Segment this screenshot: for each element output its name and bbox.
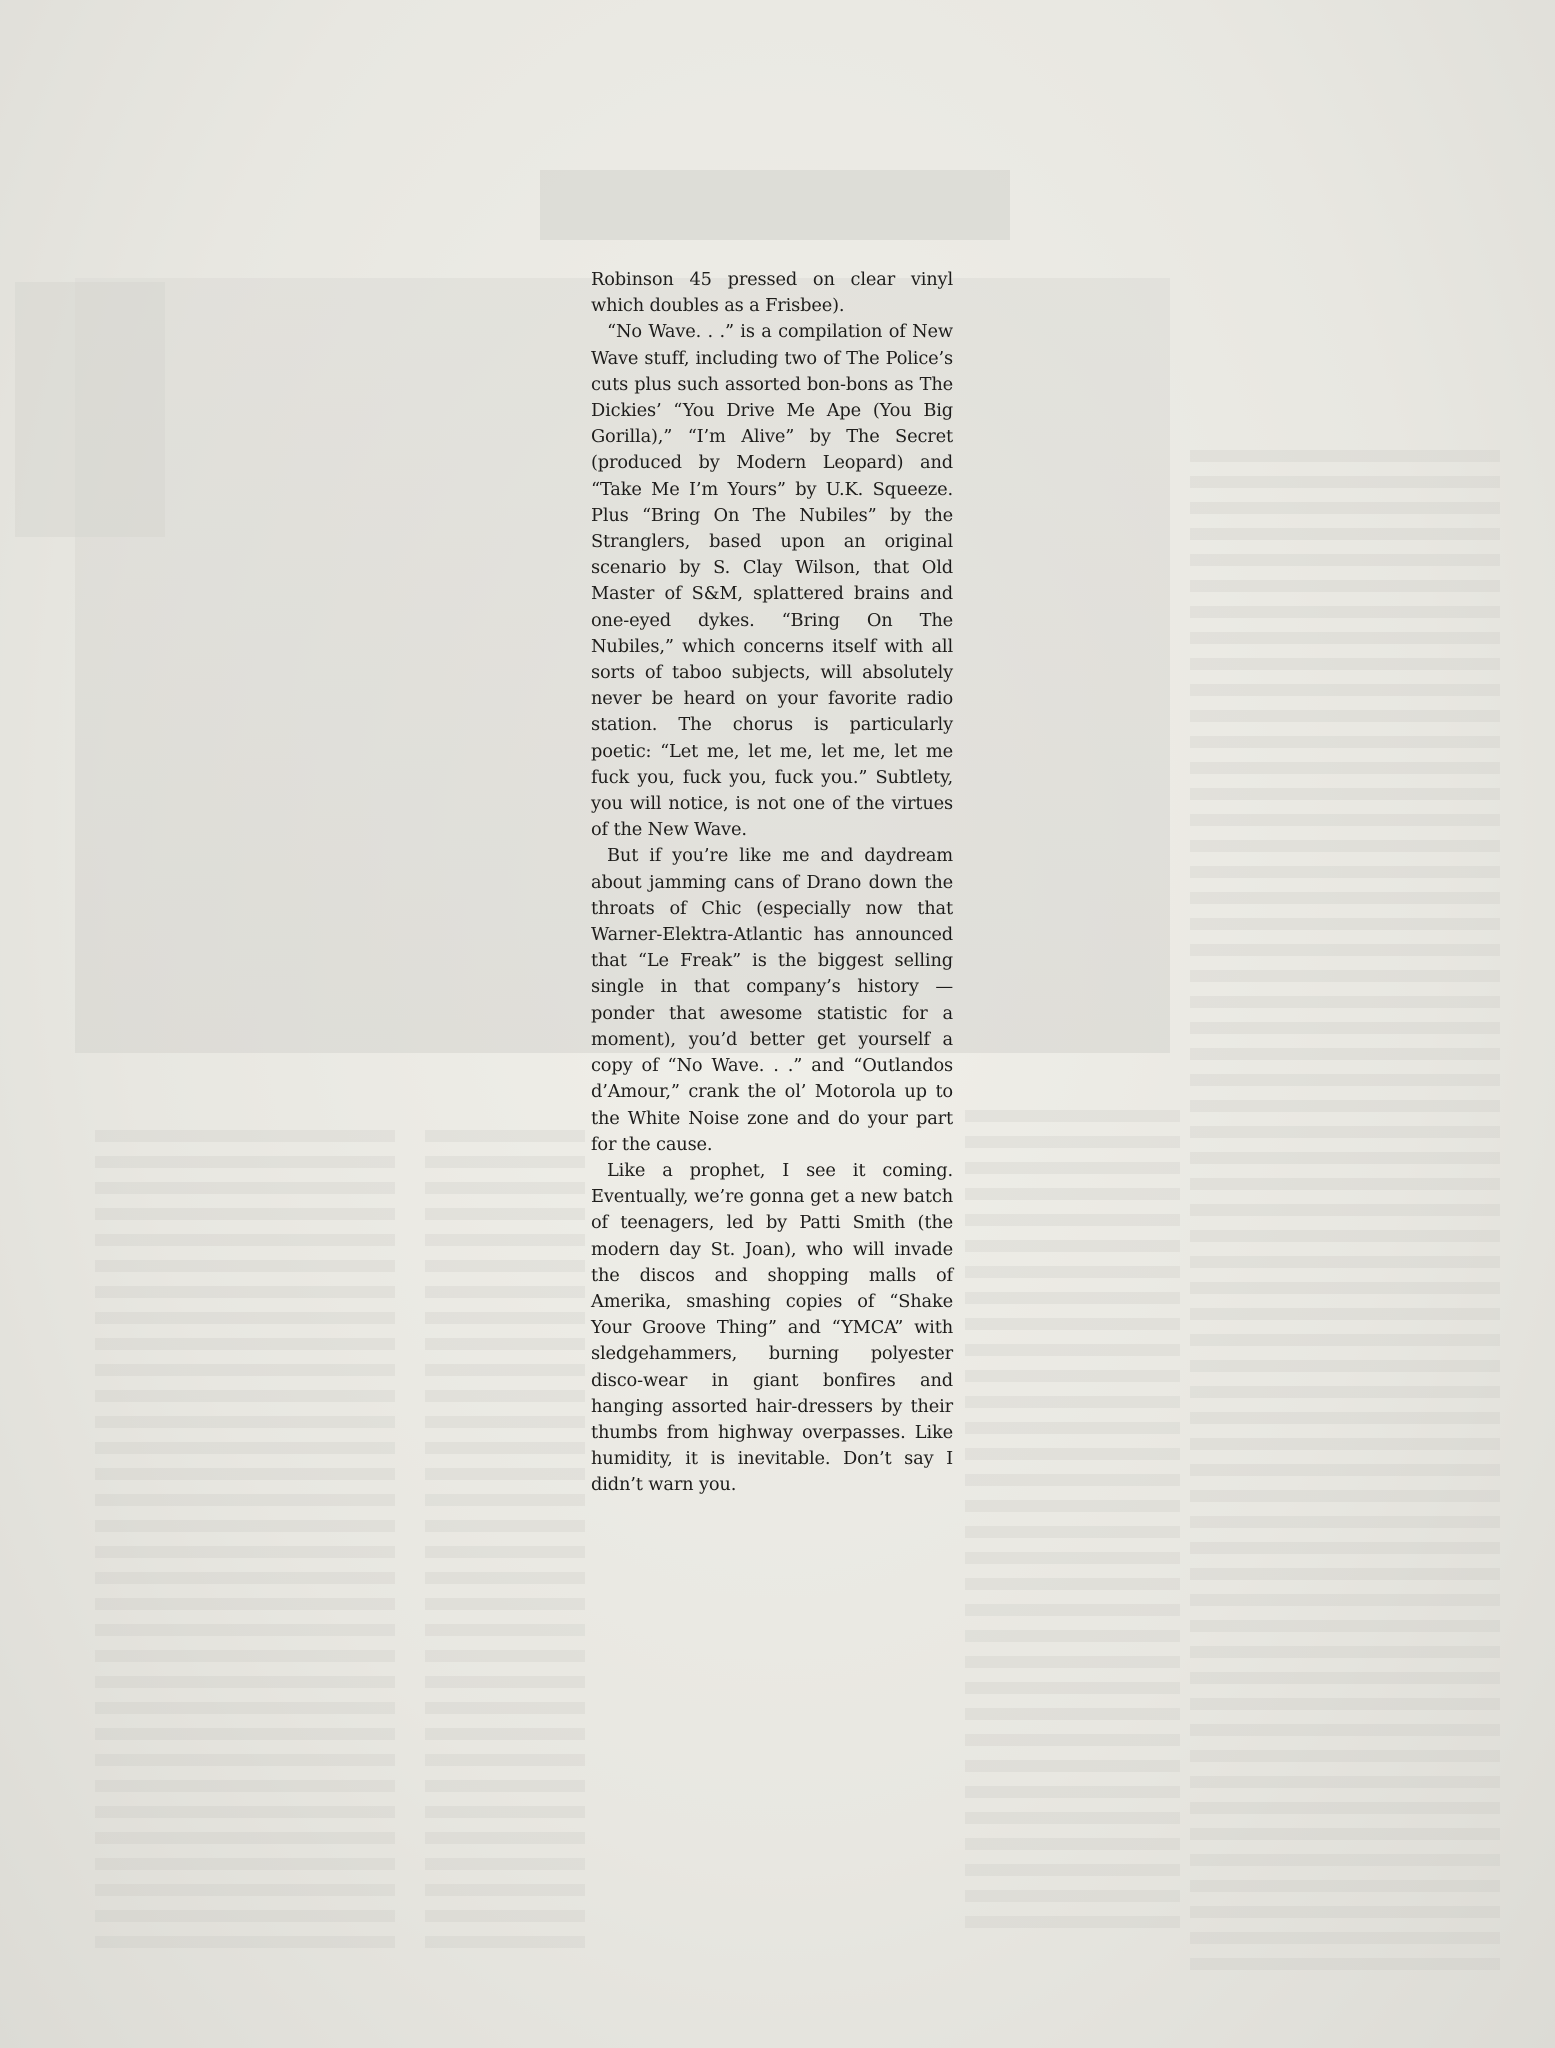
bleed-through-column-middle [425, 1130, 585, 1950]
bleed-through-column-left [95, 1130, 395, 1950]
article-paragraph-2: “No Wave. . .” is a compilation of New Wave stuff, including two of The Police’s cuts plus such assorted bon-bons as The Dickies’ “You Drive Me Ape (You Big Gorilla),” “I’m Alive” by The Secret (produced by Modern Leopard) and “Take Me I’m Yours” by U.K. Squeeze. Plus “Bring On The Nubiles” by the Stranglers, based upon an original scenario by S. Clay Wilson, that Old Master of S&M, splattered brains and one-eyed dykes. “Bring On The Nubiles,” which concerns itself with all sorts of taboo subjects, will absolutely never be heard on your favorite radio station. The chorus is particularly poetic: “Let me, let me, let me, let me fuck you, fuck you, fuck you.” Subtlety, you will notice, is not one of the virtues of the New Wave. [591, 321, 953, 841]
bleed-through-photo-left [15, 282, 165, 537]
bleed-through-column-right [1190, 450, 1500, 1980]
bleed-through-masthead [540, 170, 1010, 240]
article-paragraph-1: Robinson 45 pressed on clear vinyl which doubles as a Frisbee). [591, 269, 953, 317]
article-paragraph-3: But if you’re like me and daydream about jamming cans of Drano down the throats of Chic (especially now that Warner-Elektra-Atlantic has announced that “Le Freak” is the biggest selling single in that company’s history — ponder that awesome statistic for a moment), you’d better get yourself a copy of “No Wave. . .” and “Outlandos d’Amour,” crank the ol’ Motorola up to the White Noise zone and do your part for the cause. [591, 845, 953, 1155]
article-column [591, 267, 953, 1499]
bleed-through-column-right-mid [965, 1110, 1180, 1930]
article-paragraph-4: Like a prophet, I see it coming. Eventually, we’re gonna get a new batch of teenagers, led by Patti Smith (the modern day St. Joan), who will invade the discos and shopping malls of Amerika, smashing copies of “Shake Your Groove Thing” and “YMCA” with sledgehammers, burning polyester disco-wear in giant bonfires and hanging assorted hair-dressers by their thumbs from highway overpasses. Like humidity, it is inevitable. Don’t say I didn’t warn you. [591, 1159, 953, 1496]
